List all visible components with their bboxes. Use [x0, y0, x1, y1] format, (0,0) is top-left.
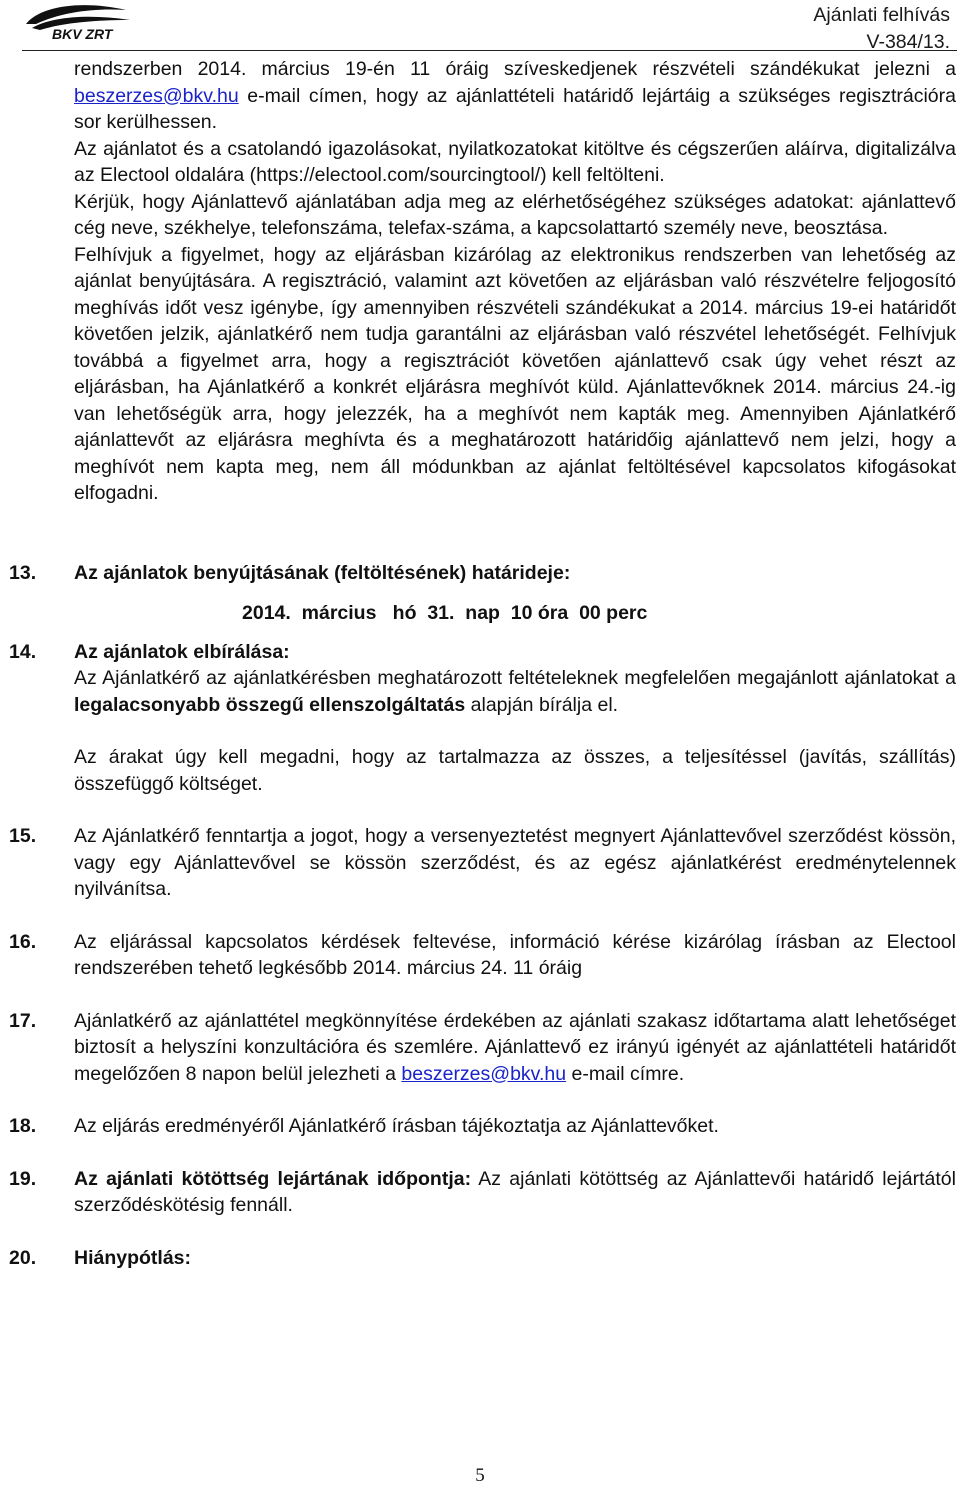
page-number: 5	[475, 1465, 485, 1486]
document-title: Ajánlati felhívás	[813, 4, 950, 26]
section-heading: Az ajánlatok elbírálása:	[74, 640, 290, 663]
header-divider	[22, 50, 957, 51]
section-number: 14.	[9, 640, 37, 663]
paragraph-text: Ajánlatkérő az ajánlattétel megkönnyítése érdekében az ajánlati szakasz időtartama alatt lehetőséget biztosít a helyszíni konzultációra és szemlére. Ajánlattevő ez irányú igényét az ajánlattételi határidőt megelőzően 8 napon belül jelezheti a	[74, 1009, 956, 1085]
section-text	[74, 1166, 956, 1219]
section-15	[9, 823, 956, 903]
section-14	[9, 639, 956, 798]
section-17	[9, 1008, 956, 1088]
section-heading: Az ajánlati kötöttség lejártának időpontja:	[74, 1167, 472, 1190]
section-number: 20.	[9, 1246, 37, 1269]
document-body	[9, 56, 956, 1271]
header-right	[813, 2, 950, 56]
section-paragraph	[74, 665, 956, 718]
section-text: Az eljárás eredményéről Ajánlatkérő írásban tájékoztatja az Ajánlattevőket.	[74, 1115, 719, 1137]
intro-paragraph-1	[74, 56, 956, 136]
paragraph-emphasis: legalacsonyabb összegű ellenszolgáltatás	[74, 693, 466, 716]
paragraph-text: Az Ajánlatkérő az ajánlatkérésben meghatározott feltételeknek megfelelően megajánlott ajánlatokat a	[74, 667, 956, 689]
intro-p1-text-end: e-mail címen, hogy az ajánlattételi határidő lejártáig a szükséges regisztrációra sor kerülhessen.	[74, 84, 956, 133]
deadline-value: 2014. március hó 31. nap 10 óra 00 perc	[242, 602, 648, 624]
section-number: 16.	[9, 930, 37, 953]
section-number: 19.	[9, 1167, 37, 1190]
section-text: Az eljárással kapcsolatos kérdések feltevése, információ kérése kizárólag írásban az Electool rendszerében tehető legkésőbb 2014. március 24. 11 óráig	[74, 930, 956, 979]
intro-paragraph-2: Az ajánlatot és a csatolandó igazolásokat, nyilatkozatokat kitöltve és cégszerűen aláírva, digitalizálva az Electool oldalára (https://electool.com/sourcingtool/) kell feltölteni.	[74, 137, 956, 186]
section-text: Az Ajánlatkérő fenntartja a jogot, hogy a versenyeztetést megnyert Ajánlattevővel szerződést kössön, vagy egy Ajánlattevővel se kössön szerződést, és az egész ajánlatkérést eredménytelennek nyilvánítsa.	[74, 825, 956, 900]
paragraph-text-end: alapján bírálja el.	[465, 693, 619, 716]
page-header	[0, 0, 960, 54]
section-number: 15.	[9, 825, 37, 847]
intro-paragraph-4: Felhívjuk a figyelmet, hogy az eljárásban kizárólag az elektronikus rendszerben van lehetőség az ajánlat benyújtására. A regisztráció, valamint azt követően az eljárásban való részvételre feljogosító meghívás időt vesz igénybe, így amennyiben részvételi szándékukat a 2014. március 19-ei határidőt követően jelzik, ajánlatkérő nem tudja garantálni az eljárásban való részvétel lehetőségét. Felhívjuk továbbá a figyelmet arra, hogy a regisztrációt követően ajánlattevő csak úgy vehet részt az eljárásban, ha Ajánlatkérő a konkrét eljárásra meghívót küld. Ajánlattevőknek 2014. március 24.-ig van lehetőségük arra, hogy jelezzék, ha a meghívót nem kapták meg. Amennyiben Ajánlatkérő ajánlattevőt az eljárásra meghívta és a meghatározott határidőig ajánlattevő nem jelzi, hogy a meghívót nem kapta meg, nem áll módunkban az ajánlat feltöltésével kapcsolatos kifogásokat elfogadni.	[74, 243, 956, 504]
section-heading: Az ajánlatok benyújtásának (feltöltésének) határideje:	[74, 561, 571, 584]
section-number: 18.	[9, 1115, 37, 1137]
email-link[interactable]: beszerzes@bkv.hu	[401, 1062, 567, 1085]
email-link[interactable]: beszerzes@bkv.hu	[74, 84, 239, 107]
section-number: 17.	[9, 1009, 37, 1032]
section-20	[9, 1245, 956, 1272]
document-ref: V-384/13.	[866, 31, 950, 53]
section-paragraph-2: Az árakat úgy kell megadni, hogy az tartalmazza az összes, a teljesítéssel (javítás, szállítás) összefüggő költséget.	[74, 746, 956, 795]
section-19	[9, 1166, 956, 1219]
intro-paragraph-3: Kérjük, hogy Ajánlattevő ajánlatában adja meg az elérhetőségéhez szükséges adatokat: ajánlattevő cég neve, székhelye, telefonszáma, telefax-száma, a kapcsolattartó személy neve, beosztása.	[74, 190, 956, 239]
intro-p1-text: rendszerben 2014. március 19-én 11 óráig szíveskedjenek részvételi szándékukat jelezni a	[74, 58, 956, 80]
section-heading: Hiánypótlás:	[74, 1246, 192, 1269]
paragraph-text-end: e-mail címre.	[566, 1062, 685, 1085]
section-18	[9, 1113, 956, 1140]
section-16	[9, 929, 956, 982]
section-13	[9, 560, 956, 627]
bkv-logo	[22, 2, 134, 42]
section-number: 13.	[9, 561, 37, 584]
paragraph-text: Az ajánlati kötöttség az Ajánlattevői határidő lejártától szerződéskötésig fennáll.	[74, 1167, 956, 1216]
section-text	[74, 1008, 956, 1088]
logo-text: BKV ZRT	[52, 26, 113, 42]
